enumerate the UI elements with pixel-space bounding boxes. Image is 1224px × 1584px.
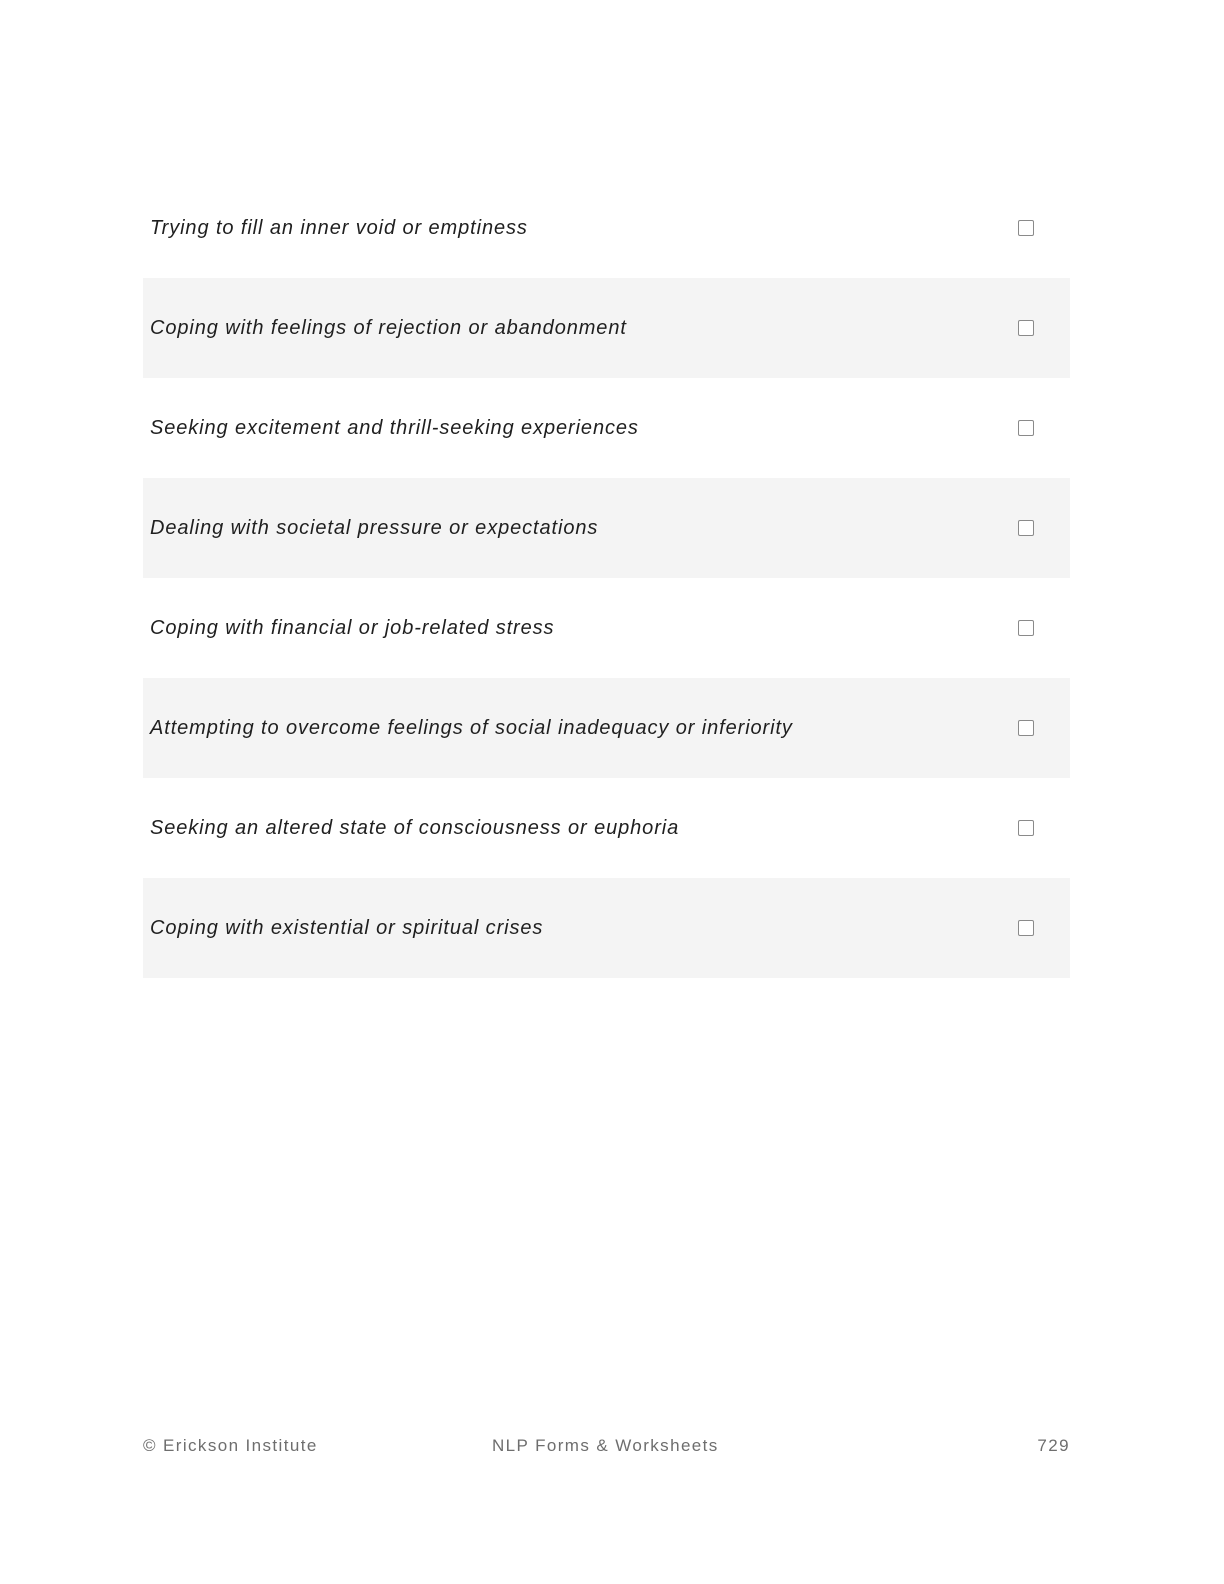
checklist-item-label: Seeking an altered state of consciousness or euphoria — [150, 816, 680, 839]
checklist-checkbox[interactable] — [1018, 720, 1034, 736]
checklist-row — [143, 378, 1070, 478]
checklist-checkbox[interactable] — [1018, 820, 1034, 836]
checklist-row — [143, 478, 1070, 578]
checklist-checkbox[interactable] — [1018, 220, 1034, 236]
checklist-checkbox[interactable] — [1018, 620, 1034, 636]
checklist-checkbox[interactable] — [1018, 320, 1034, 336]
checklist-item-label: Dealing with societal pressure or expectations — [150, 516, 599, 539]
checklist-row — [143, 178, 1070, 278]
checklist-row — [143, 578, 1070, 678]
checklist-item-label: Coping with financial or job-related stress — [150, 616, 555, 639]
checklist-row — [143, 878, 1070, 978]
page-footer — [143, 1436, 1070, 1460]
checklist-row — [143, 678, 1070, 778]
checklist-row — [143, 778, 1070, 878]
checklist-row — [143, 278, 1070, 378]
footer-copyright: © Erickson Institute — [143, 1436, 318, 1455]
footer-title: NLP Forms & Worksheets — [492, 1436, 719, 1455]
checklist-checkbox[interactable] — [1018, 920, 1034, 936]
checklist-item-label: Coping with existential or spiritual crises — [150, 916, 544, 939]
checklist-checkbox[interactable] — [1018, 520, 1034, 536]
checklist-item-label: Seeking excitement and thrill-seeking experiences — [150, 416, 639, 439]
checklist-item-label: Attempting to overcome feelings of social inadequacy or inferiority — [150, 716, 793, 739]
checklist-item-label: Coping with feelings of rejection or abandonment — [150, 316, 627, 339]
checklist — [143, 178, 1070, 978]
checklist-checkbox[interactable] — [1018, 420, 1034, 436]
page-number: 729 — [1037, 1436, 1070, 1455]
checklist-item-label: Trying to fill an inner void or emptiness — [150, 216, 528, 239]
